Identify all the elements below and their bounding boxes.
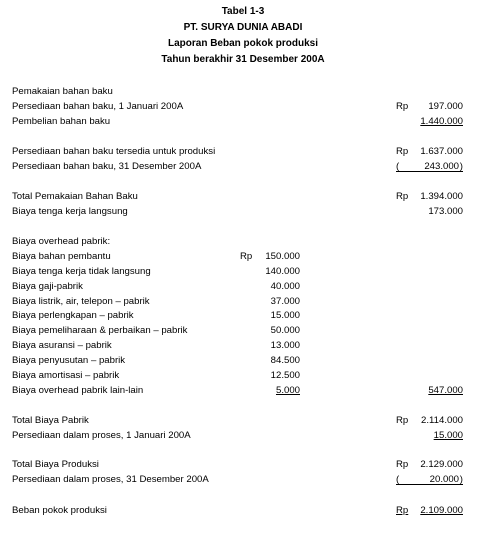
- currency-label: Rp: [396, 101, 409, 112]
- row-value: 37.000: [270, 296, 300, 307]
- table-row: [0, 309, 486, 322]
- row-value: 197.000: [428, 101, 463, 112]
- table-row: [0, 414, 486, 427]
- overhead-total: 547.000: [428, 385, 463, 396]
- table-row: [0, 429, 486, 442]
- table-row: [0, 280, 486, 293]
- row-label: Beban pokok produksi: [12, 505, 107, 516]
- row-value: 5.000: [275, 385, 300, 396]
- row-label: Biaya amortisasi – pabrik: [12, 370, 120, 381]
- open-paren: (: [396, 474, 400, 485]
- row-value: 173.000: [428, 206, 463, 217]
- row-value: 1.394.000: [420, 191, 463, 202]
- currency-label: Rp: [396, 415, 409, 426]
- row-value: 50.000: [270, 325, 300, 336]
- row-label: Biaya overhead pabrik lain-lain: [12, 385, 144, 396]
- row-label: Persediaan bahan baku, 1 Januari 200A: [12, 101, 184, 112]
- table-row: [0, 160, 486, 173]
- row-label: Biaya gaji-pabrik: [12, 281, 83, 292]
- report-period: Tahun berakhir 31 Desember 200A: [161, 54, 325, 65]
- row-label: Biaya overhead pabrik:: [12, 236, 111, 247]
- row-value: 15.000: [270, 310, 300, 321]
- table-row: [0, 100, 486, 113]
- row-value: 243.000: [424, 161, 459, 172]
- table-row: [0, 250, 486, 263]
- row-label: Biaya asuransi – pabrik: [12, 340, 112, 351]
- row-label: Biaya tenga kerja langsung: [12, 206, 128, 217]
- row-value: 13.000: [270, 340, 300, 351]
- row-value: 40.000: [270, 281, 300, 292]
- open-paren: (: [396, 161, 400, 172]
- row-label: Persediaan bahan baku, 31 Desember 200A: [12, 161, 202, 172]
- table-row: [0, 458, 486, 471]
- row-label: Pembelian bahan baku: [12, 116, 111, 127]
- currency-label: Rp: [396, 505, 409, 516]
- row-label: Biaya bahan pembantu: [12, 251, 111, 262]
- row-value: 2.109.000: [420, 505, 463, 516]
- company-name: PT. SURYA DUNIA ABADI: [183, 22, 303, 33]
- table-row: [0, 205, 486, 218]
- close-paren: ): [459, 474, 463, 485]
- row-label: Biaya tenga kerja tidak langsung: [12, 266, 151, 277]
- row-value: 2.114.000: [421, 415, 463, 426]
- close-paren: ): [459, 161, 463, 172]
- row-label: Total Pemakaian Bahan Baku: [12, 191, 138, 202]
- section-title: [0, 235, 486, 248]
- row-value: 140.000: [265, 266, 300, 277]
- row-label: Persediaan dalam proses, 31 Desember 200A: [12, 474, 209, 485]
- table-row: [0, 384, 486, 397]
- table-row: [0, 473, 486, 486]
- row-value: 20.000: [429, 474, 459, 485]
- table-row: [0, 145, 486, 158]
- row-value: 15.000: [433, 430, 463, 441]
- table-row: [0, 369, 486, 382]
- row-label: Total Biaya Produksi: [12, 459, 99, 470]
- row-label: Biaya pemeliharaan & perbaikan – pabrik: [12, 325, 188, 336]
- row-value: 150.000: [265, 251, 300, 262]
- table-number: Tabel 1-3: [221, 6, 265, 17]
- currency-label: Rp: [240, 251, 253, 262]
- table-row: [0, 190, 486, 203]
- row-label: Persediaan dalam proses, 1 Januari 200A: [12, 430, 191, 441]
- row-label: Biaya penyusutan – pabrik: [12, 355, 126, 366]
- report-title: Laporan Beban pokok produksi: [167, 38, 319, 49]
- table-row: [0, 339, 486, 352]
- row-label: Biaya perlengkapan – pabrik: [12, 310, 134, 321]
- row-value-parenthesized: [396, 473, 463, 485]
- section-title: [0, 85, 486, 98]
- row-label: Biaya listrik, air, telepon – pabrik: [12, 296, 150, 307]
- row-label: Pemakaian bahan baku: [12, 86, 113, 97]
- row-value: 2.129.000: [420, 459, 463, 470]
- row-label: Total Biaya Pabrik: [12, 415, 89, 426]
- table-row: [0, 354, 486, 367]
- currency-label: Rp: [396, 191, 409, 202]
- row-value: 12.500: [270, 370, 300, 381]
- row-label: Persediaan bahan baku tersedia untuk produksi: [12, 146, 216, 157]
- row-value: 1.637.000: [420, 146, 463, 157]
- table-row: [0, 324, 486, 337]
- table-row-total: [0, 504, 486, 517]
- row-value: 1.440.000: [420, 116, 463, 127]
- row-value: 84.500: [270, 355, 300, 366]
- table-row: [0, 295, 486, 308]
- table-row: [0, 115, 486, 128]
- currency-label: Rp: [396, 459, 409, 470]
- currency-label: Rp: [396, 146, 409, 157]
- row-value-parenthesized: [396, 160, 463, 172]
- table-row: [0, 265, 486, 278]
